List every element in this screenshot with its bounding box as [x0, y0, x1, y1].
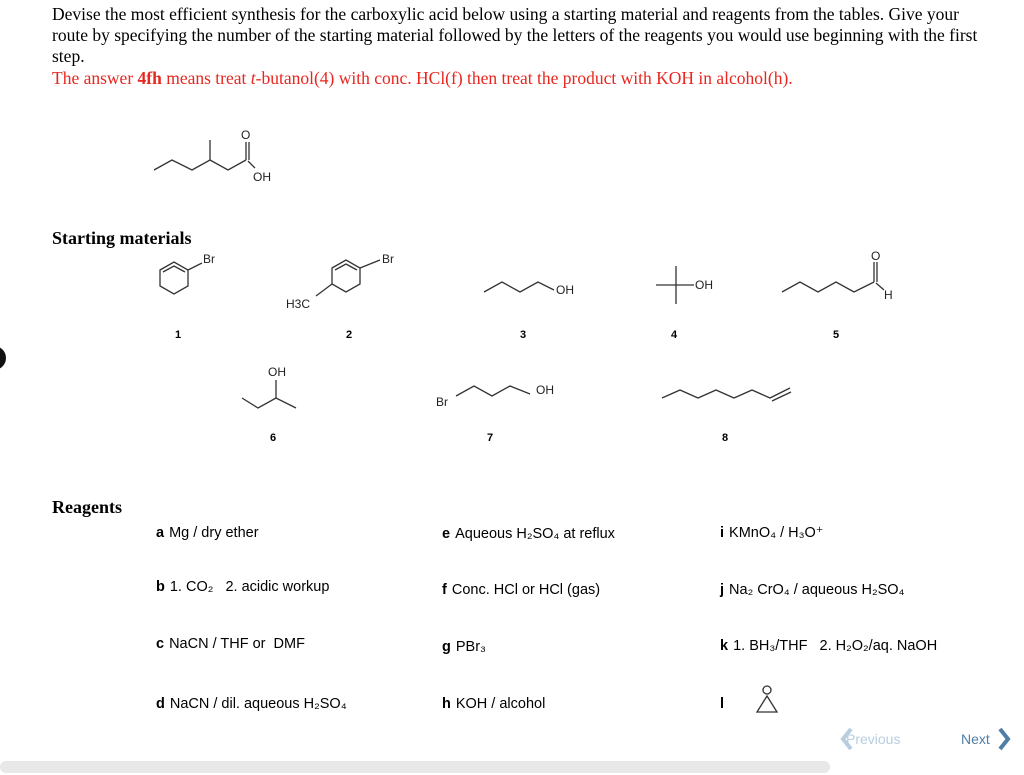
reagent-k[interactable]: k 1. BH₃/THF 2. H₂O₂/aq. NaOH: [720, 638, 938, 654]
reagent-a[interactable]: a Mg / dry ether: [156, 525, 259, 541]
reagent-b[interactable]: b 1. CO₂ 2. acidic workup: [156, 579, 330, 595]
svg-text:Br: Br: [203, 252, 215, 266]
svg-text:OH: OH: [695, 278, 713, 292]
starting-material-5[interactable]: [780, 248, 920, 308]
starting-material-1[interactable]: [150, 250, 230, 310]
starting-material-2[interactable]: [282, 250, 402, 320]
reagent-j[interactable]: j Na₂ CrO₄ / aqueous H₂SO₄: [720, 582, 905, 598]
reagents-title: Reagents: [52, 497, 122, 517]
starting-material-number: 8: [722, 432, 729, 444]
reagent-g[interactable]: g PBr₃: [442, 639, 486, 655]
svg-text:H3C: H3C: [286, 297, 311, 311]
starting-material-number: 4: [671, 329, 678, 341]
horizontal-scrollbar[interactable]: [0, 761, 830, 773]
starting-materials-title: Starting materials: [52, 228, 192, 248]
previous-button[interactable]: Previous: [846, 731, 901, 747]
chevron-right-icon[interactable]: [997, 727, 1011, 751]
reagent-d[interactable]: d NaCN / dil. aqueous H₂SO₄: [156, 696, 347, 712]
target-molecule: [150, 128, 290, 188]
answer-code: 4fh: [137, 68, 162, 88]
question-instructions: Devise the most efficient synthesis for the carboxylic acid below using a starting material and reagents from the tables. Give your route by specifying the number of the starting material followed by the letters of the reagents you would use beginning with the first step.: [52, 4, 978, 66]
starting-material-number: 2: [346, 329, 353, 341]
starting-material-number: 1: [175, 329, 182, 341]
starting-material-number: 6: [270, 432, 277, 444]
target-oh-label: OH: [253, 170, 271, 184]
svg-text:OH: OH: [556, 283, 574, 297]
svg-text:H: H: [884, 288, 893, 302]
reagent-i[interactable]: i KMnO₄ / H₃O⁺: [720, 525, 824, 541]
reagent-h[interactable]: h KOH / alcohol: [442, 696, 546, 712]
starting-material-7[interactable]: [436, 376, 566, 416]
starting-material-number: 5: [833, 329, 840, 341]
svg-text:Br: Br: [436, 395, 448, 409]
svg-text:O: O: [871, 249, 881, 263]
svg-text:OH: OH: [536, 383, 554, 397]
side-panel-tab[interactable]: [0, 346, 6, 370]
svg-text:OH: OH: [268, 365, 286, 379]
epoxide-icon: [752, 682, 782, 716]
reagent-c[interactable]: c NaCN / THF or DMF: [156, 636, 305, 652]
starting-material-6[interactable]: [236, 362, 316, 416]
reagent-f[interactable]: f Conc. HCl or HCl (gas): [442, 582, 601, 598]
starting-material-number: 3: [520, 329, 527, 341]
next-button[interactable]: Next: [961, 731, 990, 747]
reagent-l[interactable]: l: [720, 696, 725, 712]
answer-example: The answer 4fh means treat t-butanol(4) with conc. HCl(f) then treat the product with KOH in alcohol(h).: [52, 68, 793, 88]
target-o-label: O: [241, 128, 251, 142]
reagent-e[interactable]: e Aqueous H₂SO₄ at reflux: [442, 526, 615, 542]
starting-material-number: 7: [487, 432, 494, 444]
svg-text:Br: Br: [382, 252, 394, 266]
starting-material-4[interactable]: [650, 262, 730, 312]
starting-material-3[interactable]: [482, 268, 592, 308]
starting-material-8[interactable]: [660, 382, 800, 416]
